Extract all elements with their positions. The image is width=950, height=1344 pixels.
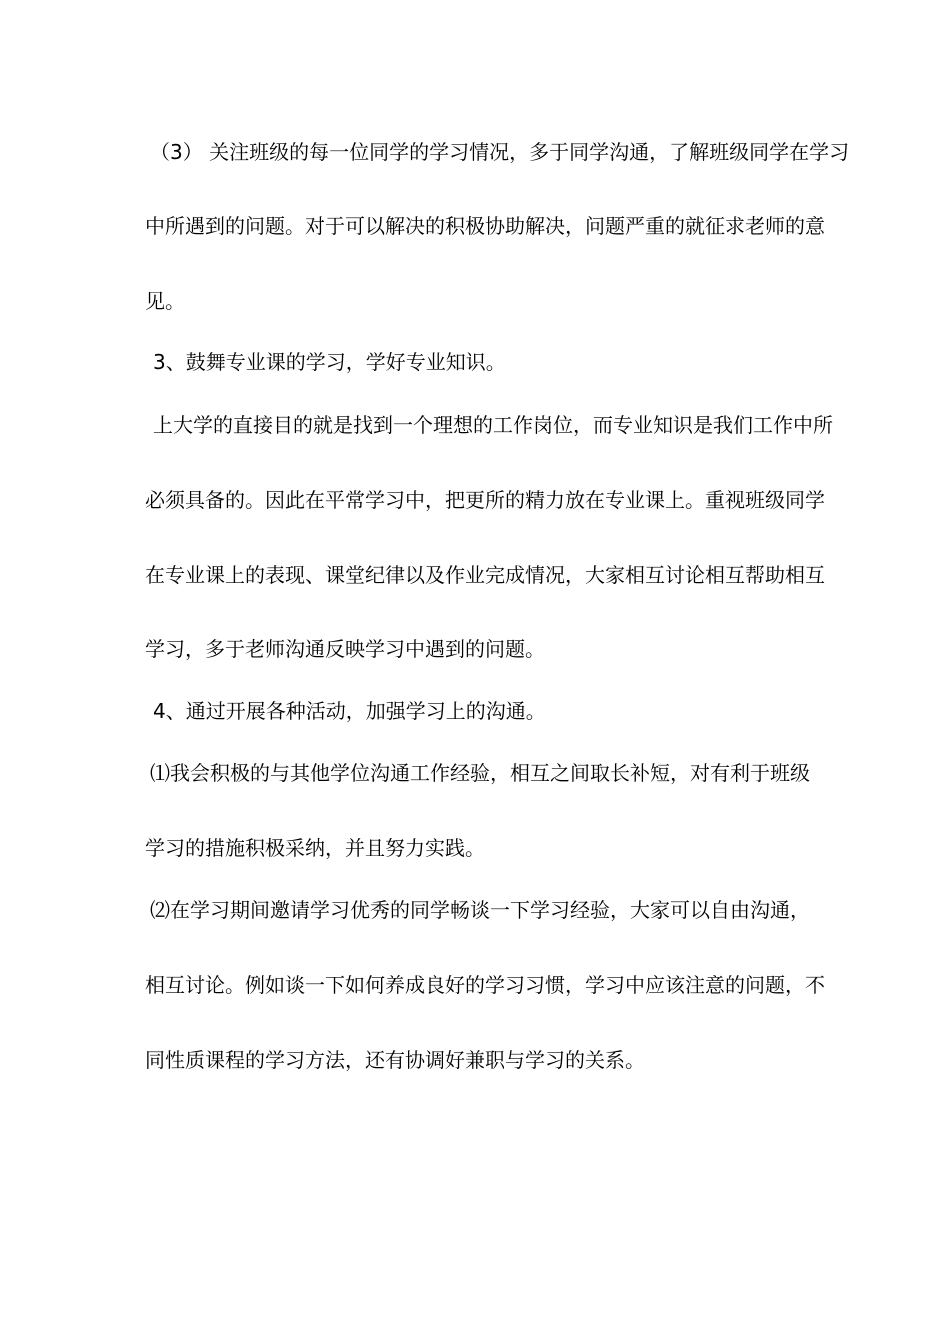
paragraph-line: 相互讨论。例如谈一下如何养成良好的学习习惯，学习中应该注意的问题，不 [145, 973, 825, 997]
paragraph-line: ⑴我会积极的与其他学位沟通工作经验，相互之间取长补短，对有利于班级 [150, 761, 810, 785]
paragraph-line: 同性质课程的学习方法，还有协调好兼职与学习的关系。 [145, 1048, 645, 1072]
paragraph-line: 必须具备的。因此在平常学习中，把更所的精力放在专业课上。重视班级同学 [145, 488, 825, 512]
paragraph-line: 上大学的直接目的就是找到一个理想的工作岗位，而专业知识是我们工作中所 [153, 413, 833, 437]
paragraph-line: ⑵在学习期间邀请学习优秀的同学畅谈一下学习经验，大家可以自由沟通， [150, 898, 810, 922]
paragraph-line: 见。 [145, 289, 185, 313]
paragraph-line: （3） 关注班级的每一位同学的学习情况，多于同学沟通，了解班级同学在学习 [150, 140, 850, 164]
paragraph-line: 中所遇到的问题。对于可以解决的积极协助解决，问题严重的就征求老师的意 [145, 214, 825, 238]
section-heading: 3、鼓舞专业课的学习，学好专业知识。 [153, 350, 506, 374]
paragraph-line: 学习，多于老师沟通反映学习中遇到的问题。 [145, 637, 545, 661]
paragraph-line: 学习的措施积极采纳，并且努力实践。 [145, 836, 485, 860]
paragraph-line: 在专业课上的表现、课堂纪律以及作业完成情况，大家相互讨论相互帮助相互 [145, 563, 825, 587]
section-heading: 4、通过开展各种活动，加强学习上的沟通。 [153, 699, 546, 723]
